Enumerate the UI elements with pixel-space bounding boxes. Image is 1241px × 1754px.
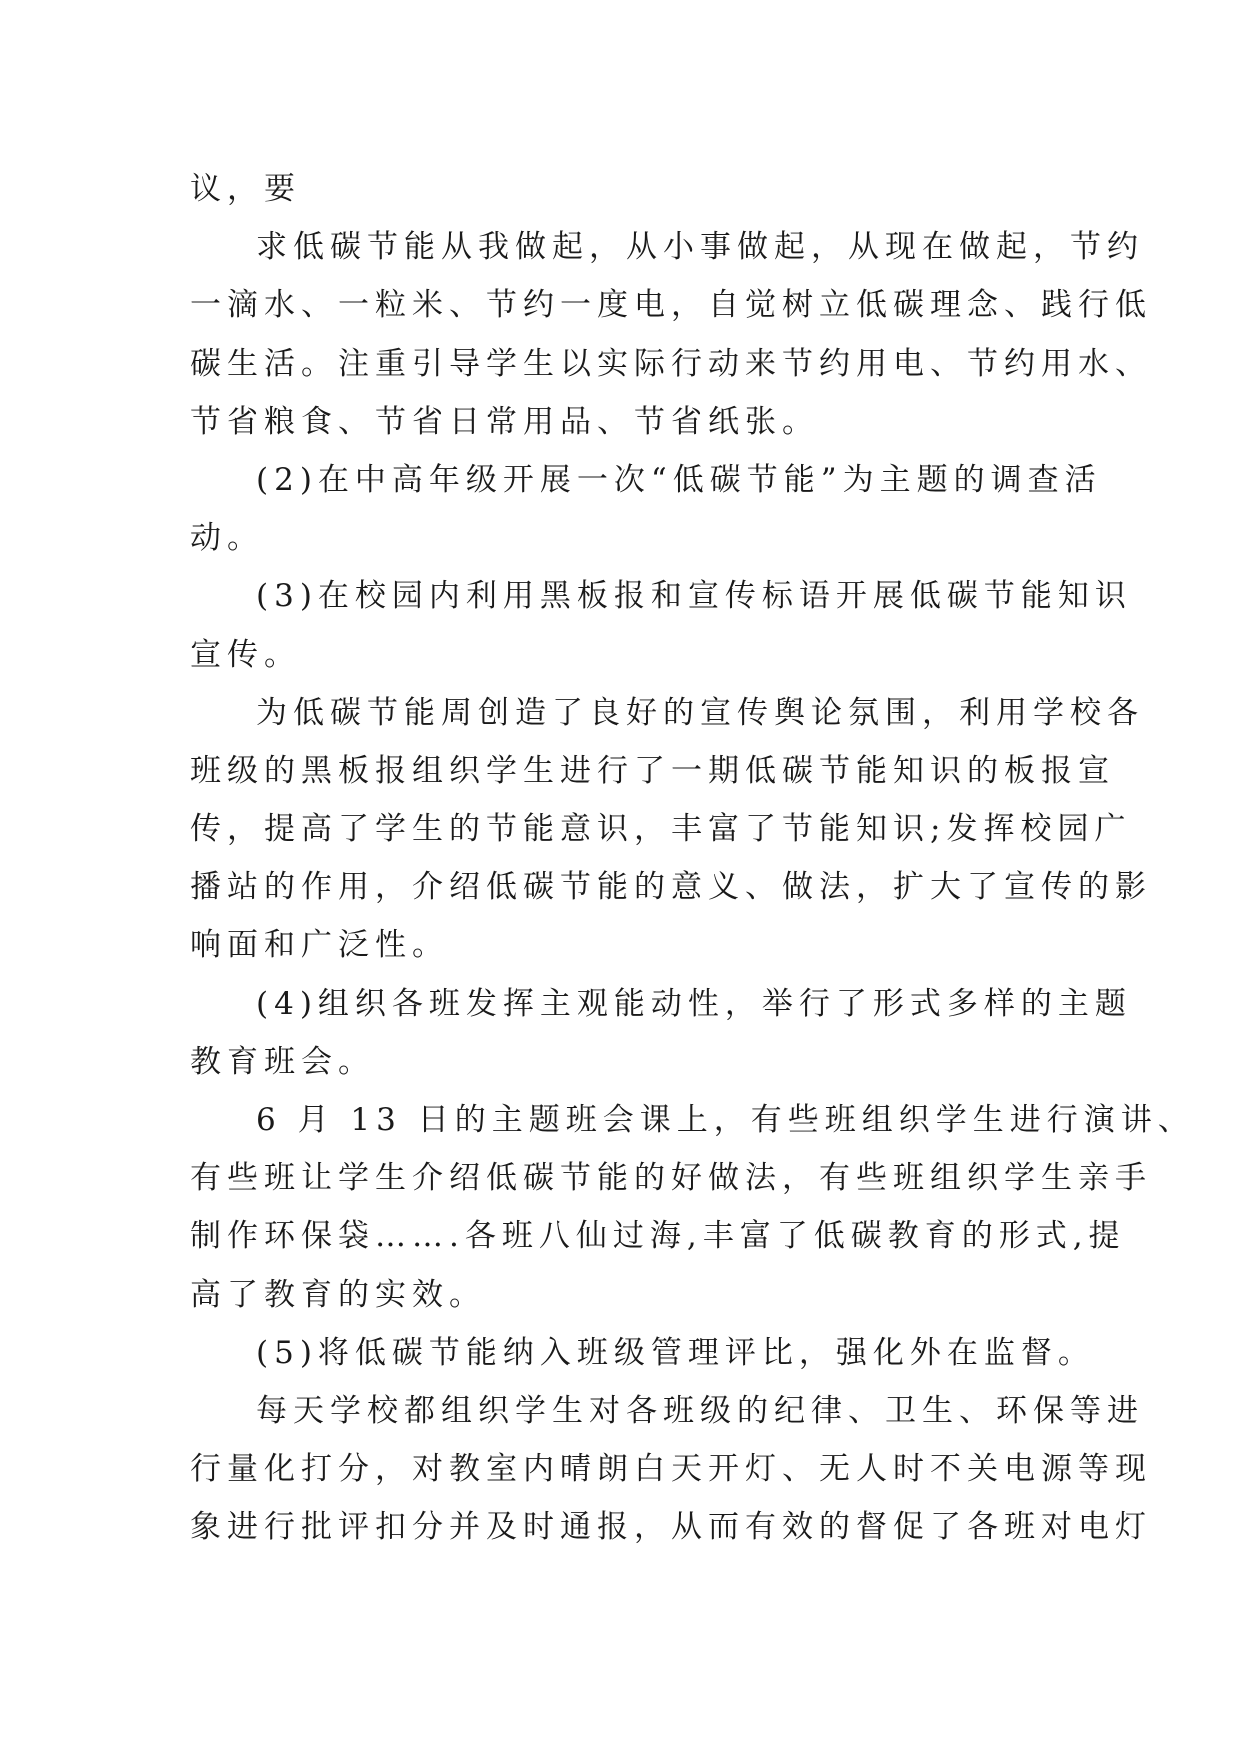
text-line: (4)组织各班发挥主观能动性，举行了形式多样的主题 xyxy=(256,985,1132,1022)
text-line: 每天学校都组织学生对各班级的纪律、卫生、环保等进 xyxy=(256,1392,1144,1429)
text-line: 求低碳节能从我做起，从小事做起，从现在做起，节约 xyxy=(256,229,1144,266)
text-line: 节省粮食、节省日常用品、节省纸张。 xyxy=(190,403,819,440)
text-line: (3)在校园内利用黑板报和宣传标语开展低碳节能知识 xyxy=(256,578,1132,615)
text-line: 一滴水、一粒米、节约一度电，自觉树立低碳理念、践行低 xyxy=(190,287,1152,324)
text-line: 班级的黑板报组织学生进行了一期低碳节能知识的板报宣 xyxy=(190,752,1115,789)
text-line: 碳生活。注重引导学生以实际行动来节约用电、节约用水、 xyxy=(190,345,1152,382)
text-line: 象进行批评扣分并及时通报，从而有效的督促了各班对电灯 xyxy=(190,1509,1152,1546)
text-line: 制作环保袋…….各班八仙过海,丰富了低碳教育的形式,提 xyxy=(190,1218,1126,1255)
text-line: (5)将低碳节能纳入班级管理评比，强化外在监督。 xyxy=(256,1334,1095,1371)
text-line: 高了教育的实效。 xyxy=(190,1276,486,1313)
text-line: 教育班会。 xyxy=(190,1043,375,1080)
text-line: 6 月 13 日的主题班会课上，有些班组织学生进行演讲、 xyxy=(256,1102,1195,1138)
text-line: 播站的作用，介绍低碳节能的意义、做法，扩大了宣传的影 xyxy=(190,869,1152,906)
text-line: 动。 xyxy=(190,520,264,557)
text-line: 宣传。 xyxy=(190,636,301,673)
text-line: 传，提高了学生的节能意识，丰富了节能知识;发挥校园广 xyxy=(190,811,1132,848)
body-text xyxy=(190,160,1195,1557)
text-line: 响面和广泛性。 xyxy=(190,927,449,964)
text-line: 议，要 xyxy=(190,171,301,207)
text-line: 有些班让学生介绍低碳节能的好做法，有些班组织学生亲手 xyxy=(190,1160,1152,1197)
text-line: (2)在中高年级开展一次“低碳节能”为主题的调查活 xyxy=(256,461,1102,498)
text-line: 行量化打分，对教室内晴朗白天开灯、无人时不关电源等现 xyxy=(190,1451,1152,1488)
text-line: 为低碳节能周创造了良好的宣传舆论氛围，利用学校各 xyxy=(256,694,1144,731)
